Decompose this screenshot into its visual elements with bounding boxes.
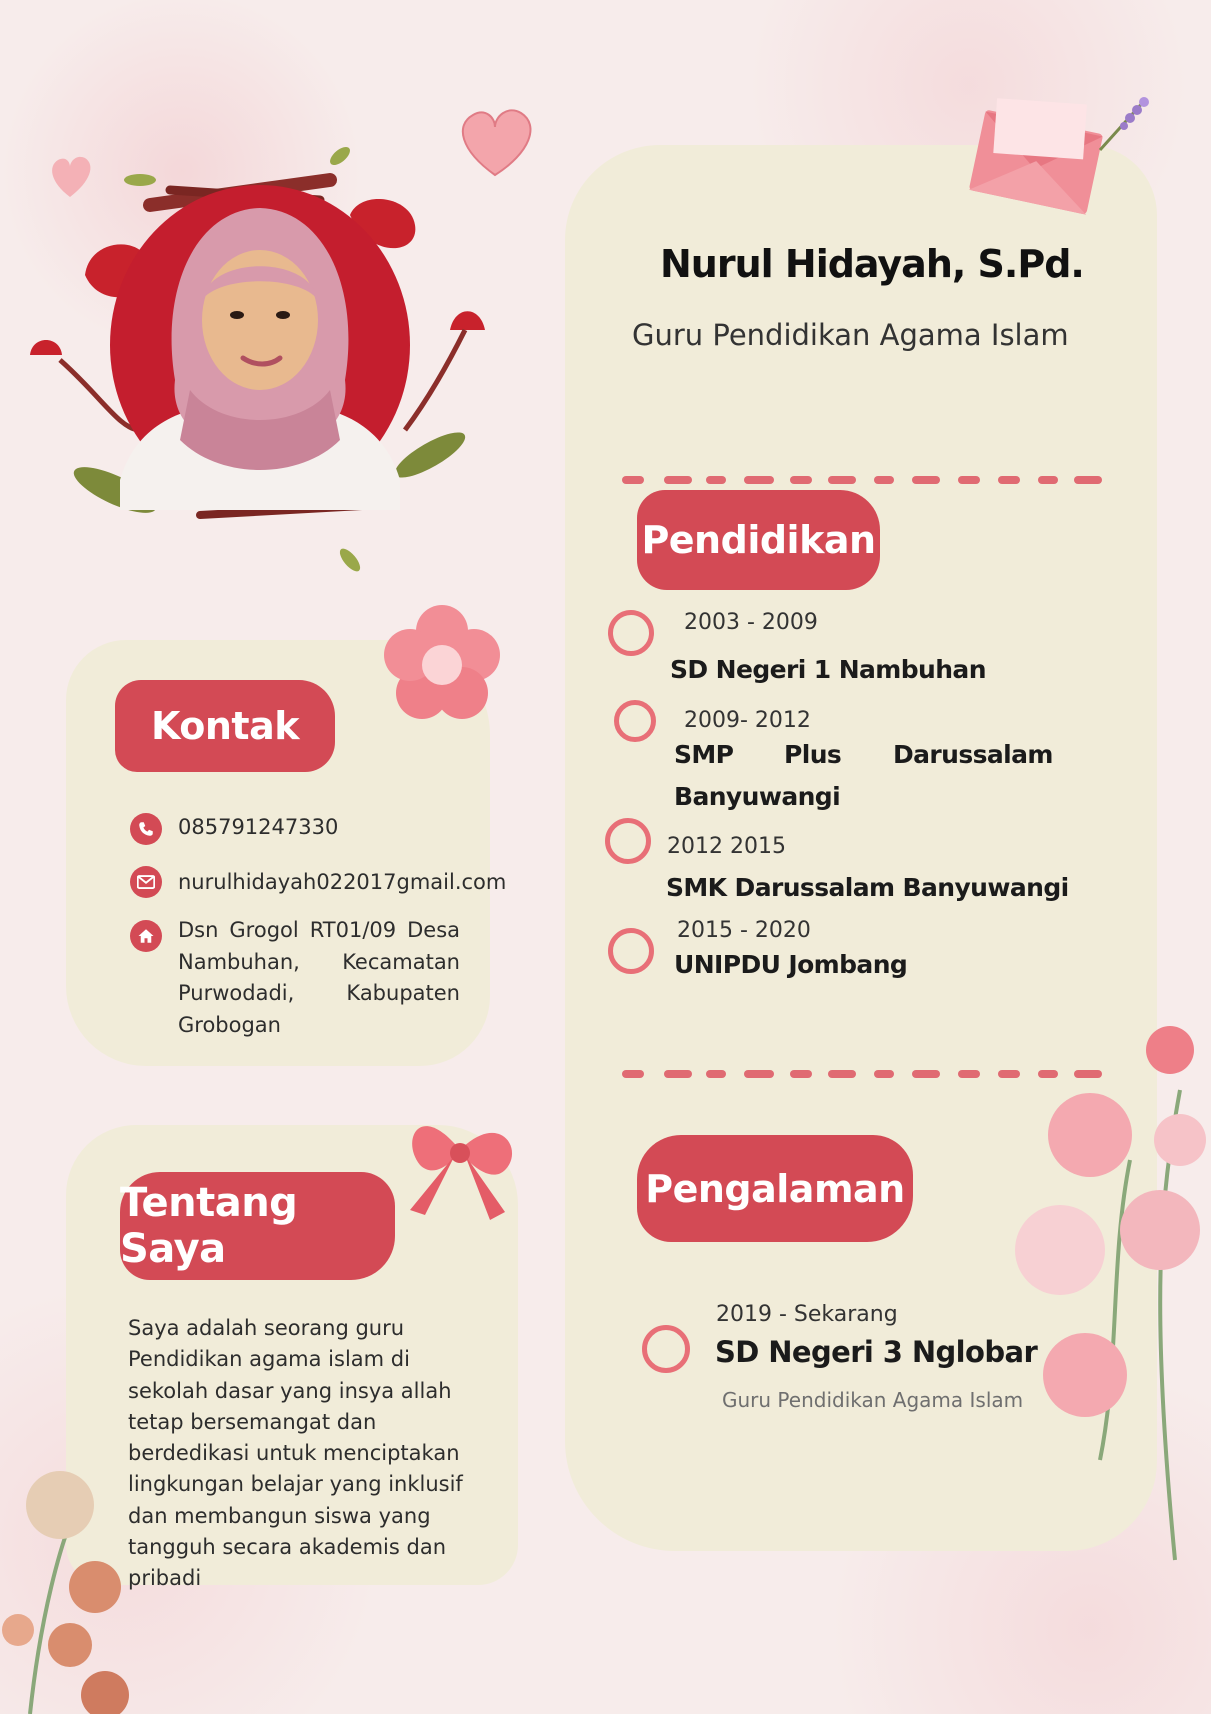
education-school-line2: Banyuwangi xyxy=(674,782,841,811)
experience-years: 2019 - Sekarang xyxy=(716,1302,898,1327)
candidate-role: Guru Pendidikan Agama Islam xyxy=(632,318,1069,352)
education-school-word: Darussalam xyxy=(893,740,1053,769)
education-school: UNIPDU Jombang xyxy=(674,950,908,979)
timeline-marker xyxy=(608,610,654,656)
contact-heading: Kontak xyxy=(115,680,335,772)
divider xyxy=(622,472,1102,488)
phone-icon xyxy=(130,813,162,845)
timeline-marker xyxy=(614,700,656,742)
about-text: Saya adalah seorang guru Pendidikan agama islam di sekolah dasar yang insya allah tetap bersemangat dan berdedikasi untuk menciptakan lingkungan belajar yang inklusif dan membangun siswa yang tangguh secara akademis dan pribadi xyxy=(128,1316,463,1591)
candidate-name: Nurul Hidayah, S.Pd. xyxy=(660,242,1084,286)
education-school-word: Plus xyxy=(784,740,842,769)
education-years: 2003 - 2009 xyxy=(684,610,818,635)
timeline-marker xyxy=(608,928,654,974)
lavender-icon xyxy=(1100,97,1149,150)
heart-icon xyxy=(52,157,90,197)
email-address[interactable]: nurulhidayah022017gmail.com xyxy=(178,870,507,894)
education-school: SMK Darussalam Banyuwangi xyxy=(666,873,1069,902)
education-years: 2015 - 2020 xyxy=(677,918,811,943)
timeline-marker xyxy=(642,1325,690,1373)
experience-heading: Pengalaman xyxy=(637,1135,913,1242)
education-years: 2012 2015 xyxy=(667,834,786,859)
mail-icon xyxy=(130,866,162,898)
home-address: Dsn Grogol RT01/09 Desa Nambuhan, Kecamatan Purwodadi, Kabupaten Grobogan xyxy=(178,918,460,1037)
divider xyxy=(622,1066,1102,1082)
experience-place: SD Negeri 3 Nglobar xyxy=(715,1335,1038,1369)
education-years: 2009- 2012 xyxy=(684,708,811,733)
home-icon xyxy=(130,920,162,952)
experience-position: Guru Pendidikan Agama Islam xyxy=(722,1388,1024,1412)
profile-photo xyxy=(100,180,420,510)
phone-number[interactable]: 085791247330 xyxy=(178,815,339,839)
education-school: SD Negeri 1 Nambuhan xyxy=(670,655,986,684)
education-school-word: SMP xyxy=(674,740,734,769)
about-heading: Tentang Saya xyxy=(120,1172,395,1280)
timeline-marker xyxy=(605,818,651,864)
heart-icon xyxy=(463,110,531,175)
education-heading: Pendidikan xyxy=(637,490,880,590)
